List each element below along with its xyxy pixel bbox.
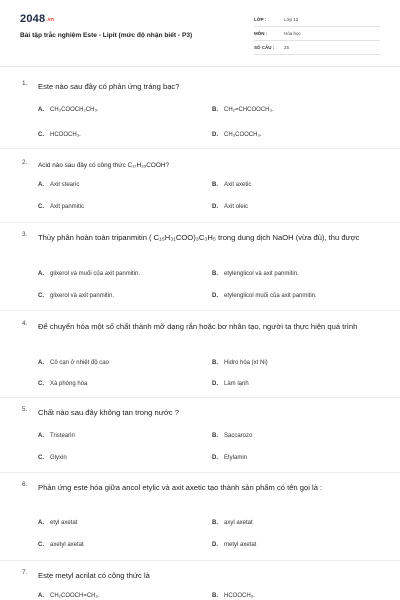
option-b[interactable]: B. Saccarozo bbox=[212, 433, 253, 439]
option-b[interactable]: B. Axit axetic bbox=[212, 182, 252, 188]
meta-key: SỐ CÂU : bbox=[254, 45, 275, 50]
option-d[interactable]: D. Làm lạnh bbox=[212, 381, 249, 387]
question-number: 3. bbox=[22, 231, 28, 238]
meta-row-count bbox=[254, 42, 380, 55]
option-a[interactable]: A. CH₂COOCH=CH₂. bbox=[38, 593, 100, 599]
meta-key: LỚP : bbox=[254, 17, 267, 22]
question-number: 4. bbox=[22, 320, 28, 327]
meta-row-subject bbox=[254, 28, 380, 41]
option-d[interactable]: D. etylenglicol muối của axit panmitin. bbox=[212, 293, 317, 299]
option-a[interactable]: A. glixerol và muối của axit panmitin. bbox=[38, 271, 141, 277]
question-number: 5. bbox=[22, 406, 28, 413]
question-number: 6. bbox=[22, 481, 28, 488]
question-text: Để chuyển hóa một số chất thành mỡ dạng rắn hoặc bơ nhân tạo, người ta thực hiện quá trình bbox=[38, 322, 358, 331]
option-c[interactable]: C. Xà phòng hóa bbox=[38, 381, 88, 387]
question-divider bbox=[0, 560, 400, 561]
option-c[interactable]: C. axetyl axetat bbox=[38, 542, 84, 548]
option-a[interactable]: A. Tristearin bbox=[38, 433, 75, 439]
option-b[interactable]: B. HCOOCH₃. bbox=[212, 593, 255, 599]
question-text: Phản ứng este hóa giữa ancol etylic và axit axetic tạo thành sản phẩm có tên gọi là : bbox=[38, 483, 323, 492]
option-a[interactable]: A. etyl axetat bbox=[38, 520, 78, 526]
meta-value: Hóa học bbox=[284, 31, 301, 36]
question-divider bbox=[0, 397, 400, 398]
meta-value: Lớp 12 bbox=[284, 17, 299, 22]
question-number: 2. bbox=[22, 159, 28, 166]
meta-row-class bbox=[254, 14, 380, 27]
option-d[interactable]: D. CH₃COOCH₃. bbox=[212, 132, 262, 138]
site-logo[interactable] bbox=[20, 13, 54, 25]
question-divider bbox=[0, 472, 400, 473]
option-c[interactable]: C. Glyxin bbox=[38, 455, 67, 461]
document-title: Bài tập trắc nghiệm Este - Lipit (mức độ nhận biết - P3) bbox=[20, 32, 193, 39]
option-a[interactable]: A. CH₃COOCH₂CH₃. bbox=[38, 107, 99, 113]
option-b[interactable]: B. Hidro hóa (xt Ni) bbox=[212, 360, 268, 366]
document-header bbox=[0, 0, 400, 62]
option-c[interactable]: C. Axit panmitic bbox=[38, 204, 85, 210]
option-d[interactable]: D. Etylamin bbox=[212, 455, 248, 461]
logo-suffix: .vn bbox=[46, 17, 55, 23]
option-b[interactable]: B. etylenglicol và axit panmitin. bbox=[212, 271, 299, 277]
option-c[interactable]: C. glixerol và axit panmitin. bbox=[38, 293, 115, 299]
meta-key: MÔN : bbox=[254, 31, 268, 36]
question-text: Chất nào sau đây không tan trong nước ? bbox=[38, 408, 179, 417]
option-d[interactable]: D. metyl axetat bbox=[212, 542, 257, 548]
question-divider bbox=[0, 222, 400, 223]
question-text: Este metyl acrilat có công thức là bbox=[38, 571, 150, 580]
meta-value: 25 bbox=[284, 45, 290, 50]
question-text: Este nào sau đây có phản ứng tráng bạc? bbox=[38, 82, 180, 91]
question-text: Thủy phân hoàn toàn tripanmitin ( C₁₅H₃₁COO)₃C₃H₅ trong dung dịch NaOH (vừa đủ), thu được bbox=[38, 233, 360, 242]
option-c[interactable]: C. HCOOCH₃. bbox=[38, 132, 81, 138]
question-number: 1. bbox=[22, 80, 28, 87]
logo-main: 2048 bbox=[20, 13, 46, 25]
option-b[interactable]: B. axyl axetat bbox=[212, 520, 253, 526]
question-divider bbox=[0, 148, 400, 149]
option-a[interactable]: A. Cô cạn ở nhiệt độ cao bbox=[38, 360, 109, 366]
option-a[interactable]: A. Axit stearic bbox=[38, 182, 80, 188]
option-b[interactable]: B. CH₂=CHCOOCH₃. bbox=[212, 107, 274, 113]
option-d[interactable]: D. Axit oleic bbox=[212, 204, 249, 210]
question-divider bbox=[0, 310, 400, 311]
question-number: 7. bbox=[22, 569, 28, 576]
question-text: Acid nào sau đây có công thức C₁₇H₃₅COOH? bbox=[38, 162, 170, 169]
header-divider bbox=[0, 66, 400, 67]
